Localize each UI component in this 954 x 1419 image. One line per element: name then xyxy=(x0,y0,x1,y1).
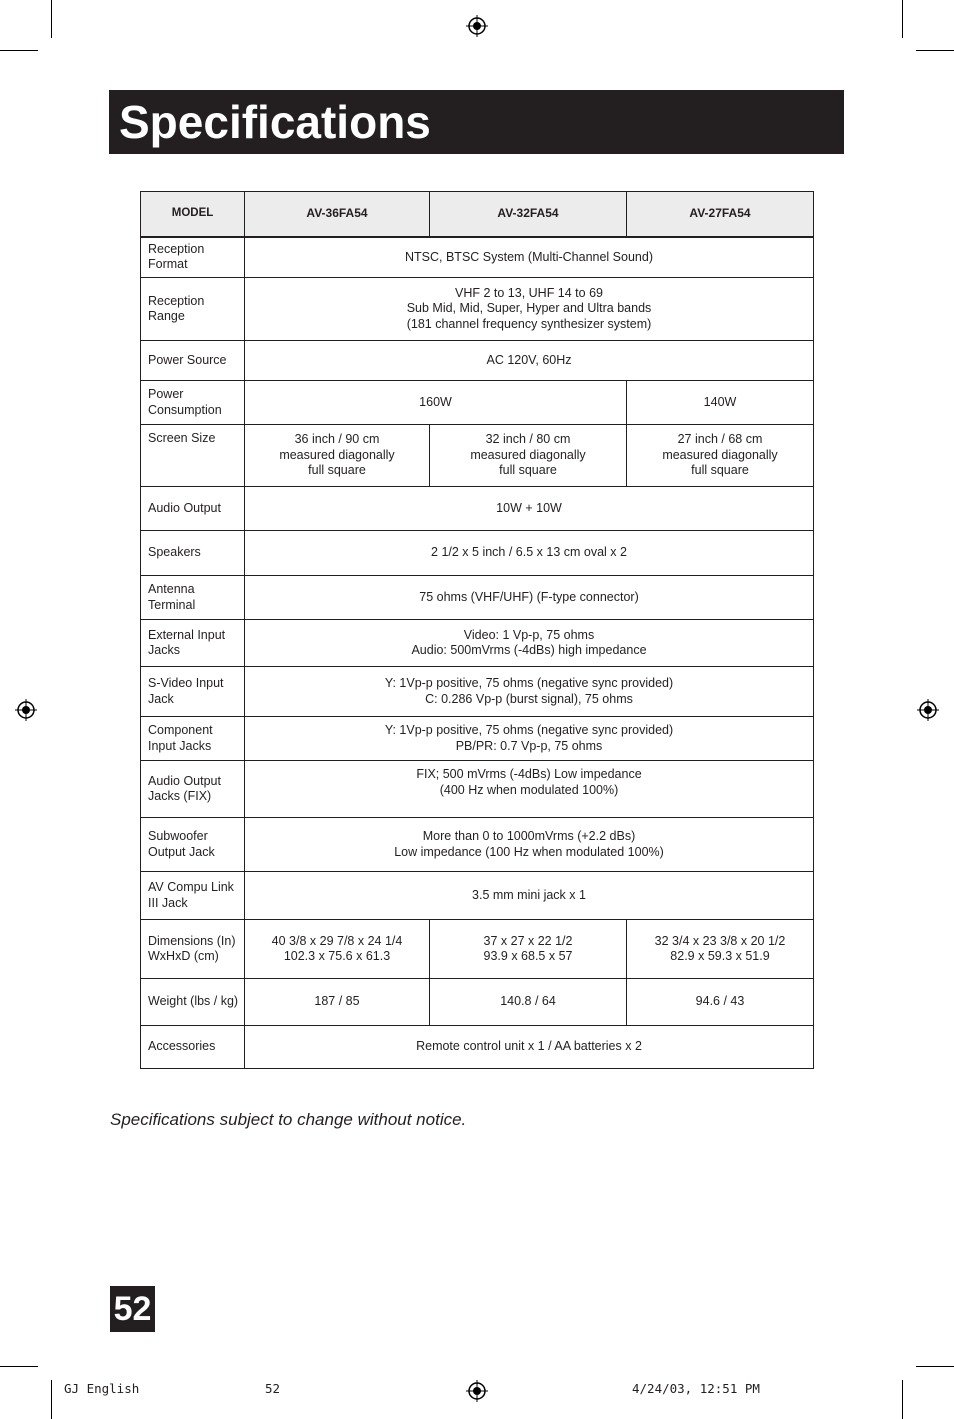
specifications-table xyxy=(140,191,814,1069)
row-label: Antenna Terminal xyxy=(141,576,245,620)
page-title: Specifications xyxy=(119,96,431,148)
crop-mark xyxy=(902,0,903,38)
row-label: Weight (lbs / kg) xyxy=(141,979,245,1026)
page-number: 52 xyxy=(110,1286,155,1332)
row-value: 3.5 mm mini jack x 1 xyxy=(245,872,814,920)
row-label: Audio Output xyxy=(141,487,245,531)
row-value: 2 1/2 x 5 inch / 6.5 x 13 cm oval x 2 xyxy=(245,531,814,576)
row-label: Accessories xyxy=(141,1026,245,1069)
table-row xyxy=(141,979,814,1026)
row-value: VHF 2 to 13, UHF 14 to 69 Sub Mid, Mid, Super, Hyper and Ultra bands (181 channel frequency synthesizer system) xyxy=(245,278,814,341)
row-value: 37 x 27 x 22 1/2 93.9 x 68.5 x 57 xyxy=(430,920,627,979)
table-row xyxy=(141,1026,814,1069)
row-value: 27 inch / 68 cm measured diagonally full square xyxy=(627,425,814,487)
table-row xyxy=(141,425,814,487)
row-label: AV Compu Link III Jack xyxy=(141,872,245,920)
table-row xyxy=(141,667,814,717)
table-row xyxy=(141,761,814,818)
row-label: Dimensions (In) WxHxD (cm) xyxy=(141,920,245,979)
row-label: S-Video Input Jack xyxy=(141,667,245,717)
row-label: Speakers xyxy=(141,531,245,576)
table-row xyxy=(141,818,814,872)
row-label: Subwoofer Output Jack xyxy=(141,818,245,872)
crop-mark xyxy=(51,0,52,38)
row-label: Reception Format xyxy=(141,237,245,278)
crop-mark xyxy=(51,1380,52,1419)
table-row xyxy=(141,381,814,425)
table-row xyxy=(141,487,814,531)
table-row xyxy=(141,237,814,278)
registration-mark-icon xyxy=(15,699,37,721)
row-label: Power Source xyxy=(141,341,245,381)
table-header-row xyxy=(141,192,814,237)
row-label: Screen Size xyxy=(141,425,245,487)
table-row xyxy=(141,341,814,381)
page-header xyxy=(109,90,844,154)
row-value: 32 inch / 80 cm measured diagonally full square xyxy=(430,425,627,487)
column-header-model: MODEL xyxy=(141,192,245,237)
row-value: More than 0 to 1000mVrms (+2.2 dBs) Low impedance (100 Hz when modulated 100%) xyxy=(245,818,814,872)
registration-mark-icon xyxy=(466,15,488,37)
footer-page-number: 52 xyxy=(265,1381,281,1396)
column-header-av-27fa54: AV-27FA54 xyxy=(627,192,814,237)
row-value: 36 inch / 90 cm measured diagonally full square xyxy=(245,425,430,487)
row-label: Reception Range xyxy=(141,278,245,341)
table-row xyxy=(141,920,814,979)
table-row xyxy=(141,872,814,920)
specifications-note: Specifications subject to change without notice. xyxy=(110,1110,467,1129)
row-label: Component Input Jacks xyxy=(141,717,245,761)
row-value: 187 / 85 xyxy=(245,979,430,1026)
table-row xyxy=(141,278,814,341)
row-value: FIX; 500 mVrms (-4dBs) Low impedance (400 Hz when modulated 100%) xyxy=(245,761,814,818)
row-value: 40 3/8 x 29 7/8 x 24 1/4 102.3 x 75.6 x 61.3 xyxy=(245,920,430,979)
registration-mark-icon xyxy=(917,699,939,721)
row-label: External Input Jacks xyxy=(141,620,245,667)
row-value: 75 ohms (VHF/UHF) (F-type connector) xyxy=(245,576,814,620)
row-label: Audio Output Jacks (FIX) xyxy=(141,761,245,818)
row-value: 140.8 / 64 xyxy=(430,979,627,1026)
row-value: Y: 1Vp-p positive, 75 ohms (negative sync provided) PB/PR: 0.7 Vp-p, 75 ohms xyxy=(245,717,814,761)
crop-mark xyxy=(916,50,954,51)
crop-mark xyxy=(0,1366,38,1367)
row-value: Remote control unit x 1 / AA batteries x 2 xyxy=(245,1026,814,1069)
row-value: 10W + 10W xyxy=(245,487,814,531)
row-value: NTSC, BTSC System (Multi-Channel Sound) xyxy=(245,237,814,278)
footer-timestamp: 4/24/03, 12:51 PM xyxy=(632,1381,760,1396)
row-value: 94.6 / 43 xyxy=(627,979,814,1026)
table-row xyxy=(141,576,814,620)
registration-mark-icon xyxy=(466,1380,488,1402)
footer-file-name: GJ English xyxy=(64,1381,140,1396)
row-label: Power Consumption xyxy=(141,381,245,425)
table-row xyxy=(141,620,814,667)
row-value: Video: 1 Vp-p, 75 ohms Audio: 500mVrms (-4dBs) high impedance xyxy=(245,620,814,667)
row-value: 32 3/4 x 23 3/8 x 20 1/2 82.9 x 59.3 x 51.9 xyxy=(627,920,814,979)
column-header-av-32fa54: AV-32FA54 xyxy=(430,192,627,237)
crop-mark xyxy=(902,1380,903,1419)
row-value: Y: 1Vp-p positive, 75 ohms (negative sync provided) C: 0.286 Vp-p (burst signal), 75 ohms xyxy=(245,667,814,717)
table-row xyxy=(141,717,814,761)
row-value: 160W xyxy=(245,381,627,425)
table-row xyxy=(141,531,814,576)
row-value: 140W xyxy=(627,381,814,425)
crop-mark xyxy=(916,1366,954,1367)
row-value: AC 120V, 60Hz xyxy=(245,341,814,381)
crop-mark xyxy=(0,50,38,51)
column-header-av-36fa54: AV-36FA54 xyxy=(245,192,430,237)
